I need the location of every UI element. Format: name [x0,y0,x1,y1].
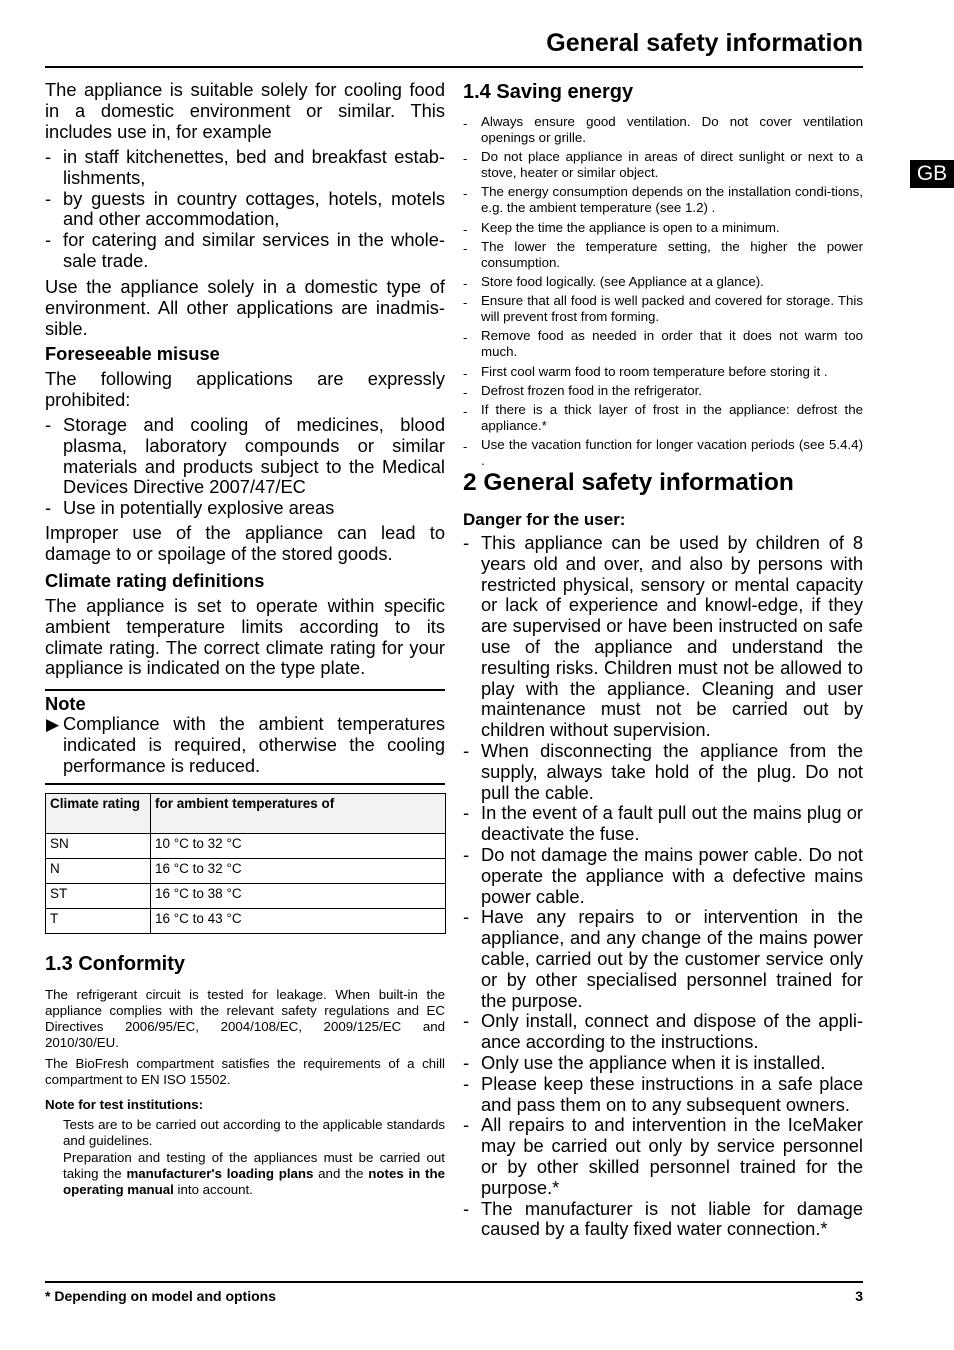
list-item: - The lower the temperature setting, the higher the power consumption. [463,239,863,271]
table-cell: 16 °C to 32 °C [151,859,446,884]
note-box [45,714,445,776]
uses-list [45,147,445,272]
table-row [46,884,446,909]
conformity-paragraph: The refrigerant circuit is tested for leakage. When built-in the appliance complies with the relevant safety regulations and EC Directives 2006/95/EC, 2004/108/EC, 2009/125/EC and 2010/30/EU. [45,987,445,1050]
intro-paragraph: The appliance is suitable solely for cooling food in a domestic environment or similar. This includes use in, for example [45,79,445,142]
table-cell: 16 °C to 43 °C [151,909,446,934]
list-item: - in staff kitchenettes, bed and breakfast estab-lishments, [45,147,445,189]
table-cell: SN [46,834,151,859]
list-item: - This appliance can be used by children of 8 years old and over, and also by persons with restricted physical, sensory or mental capacity or lack of experience and knowl-edge, if they are supervised or have been instructed on safe use of the appliance and understand the resulting risks. Children must not be allowed to play with the appliance. Cleaning and user maintenance must not be carried out by children without supervision. [463,533,863,741]
list-item: - Do not damage the mains power cable. Do not operate the appliance with a defective mains power cable. [463,845,863,907]
misuse-intro: The following applications are expressly prohibited: [45,368,445,410]
improper-use-paragraph: Improper use of the appliance can lead to damage to or spoilage of the stored goods. [45,522,445,564]
list-item: - All repairs to and intervention in the IceMaker may be carried out only by service personnel or by other skilled personnel trained for the purpose.* [463,1115,863,1198]
list-item: - Always ensure good ventilation. Do not cover ventilation openings or grille. [463,114,863,146]
list-item: - Storage and cooling of medicines, blood plasma, laboratory compounds or similar materials and products subject to the Medical Devices Directive 2007/47/EC [45,415,445,498]
list-item: - The energy consumption depends on the installation condi-tions, e.g. the ambient temperature (see 1.2) . [463,184,863,216]
page-title: General safety information [546,29,863,57]
note-bottom-rule [45,783,445,785]
note-heading: Note [45,693,86,714]
list-item: - for catering and similar services in the whole-sale trade. [45,230,445,272]
danger-list [463,533,863,1240]
conformity-heading: 1.3 Conformity [45,953,186,975]
table-row [46,909,446,934]
list-item: - Use in potentially explosive areas [45,498,445,519]
list-item: - Ensure that all food is well packed and covered for storage. This will prevent frost from forming. [463,293,863,325]
bold-segment: notes in the operating manual [63,1166,445,1197]
arrow-right-icon: ▶ [46,715,60,734]
text-segment: Preparation and testing of the appliances must be carried out taking the [63,1150,445,1181]
footer-note: * Depending on model and options [45,1288,276,1304]
misuse-list [45,415,445,519]
test-paragraph-1: Tests are to be carried out according to the applicable standards and guidelines. [63,1117,445,1148]
table-cell: T [46,909,151,934]
list-item: - First cool warm food to room temperature before storing it . [463,364,863,380]
danger-heading: Danger for the user: [463,510,626,529]
list-item: - Only use the appliance when it is installed. [463,1053,863,1074]
test-paragraph-2 [63,1150,445,1198]
table-row [46,859,446,884]
text-segment: and the [313,1166,369,1181]
list-item: - If there is a thick layer of frost in the appliance: defrost the appliance.* [463,402,863,434]
climate-paragraph: The appliance is set to operate within specific ambient temperature limits according to its climate rating. The correct climate rating for your appliance is indicated on the type plate. [45,595,445,679]
list-item: - When disconnecting the appliance from the supply, always take hold of the plug. Do not pull the cable. [463,741,863,803]
header-rule [45,66,863,68]
energy-list [463,114,863,472]
list-item: - Use the vacation function for longer vacation periods (see 5.4.4) . [463,437,863,469]
table-cell: 10 °C to 32 °C [151,834,446,859]
table-cell: N [46,859,151,884]
table-cell: ST [46,884,151,909]
text-segment: into account. [173,1182,253,1197]
table-row [46,834,446,859]
note-top-rule [45,689,445,691]
page-number: 3 [855,1288,863,1304]
table-header-row [46,794,446,834]
test-institutions-heading: Note for test institutions: [45,1097,204,1112]
saving-energy-heading: 1.4 Saving energy [463,81,634,103]
table-header: Climate rating [46,794,151,834]
table-header: for ambient temperatures of [151,794,446,834]
list-item: - Store food logically. (see Appliance at a glance). [463,274,863,290]
domestic-paragraph: Use the appliance solely in a domestic type of environment. All other applications are inadmis-sible. [45,276,445,339]
list-item: - Remove food as needed in order that it does not warm too much. [463,328,863,360]
table-cell: 16 °C to 38 °C [151,884,446,909]
language-tab: GB [910,160,954,188]
note-text: Compliance with the ambient temperatures indicated is required, otherwise the cooling performance is reduced. [63,713,445,776]
climate-table [45,793,446,934]
list-item: - by guests in country cottages, hotels, motels and other accommodation, [45,189,445,231]
list-item: - Defrost frozen food in the refrigerator. [463,383,863,399]
list-item: - Keep the time the appliance is open to a minimum. [463,220,863,236]
bold-segment: manufacturer's loading plans [126,1166,314,1181]
list-item: - Have any repairs to or intervention in the appliance, and any change of the mains power cable, carried out by the customer service only or by other specialised personnel trained for the purpose. [463,907,863,1011]
footer-rule [45,1281,863,1283]
list-item: - Please keep these instructions in a safe place and pass them on to any subsequent owners. [463,1074,863,1116]
list-item: - Do not place appliance in areas of direct sunlight or next to a stove, heater or similar object. [463,149,863,181]
list-item: - Only install, connect and dispose of the appli-ance according to the instructions. [463,1011,863,1053]
list-item: - The manufacturer is not liable for damage caused by a faulty fixed water connection.* [463,1199,863,1241]
climate-heading: Climate rating definitions [45,570,265,591]
misuse-heading: Foreseeable misuse [45,343,220,364]
biofresh-paragraph: The BioFresh compartment satisfies the requirements of a chill compartment to EN ISO 15502. [45,1056,445,1087]
list-item: - In the event of a fault pull out the mains plug or deactivate the fuse. [463,803,863,845]
safety-heading: 2 General safety information [463,469,794,496]
